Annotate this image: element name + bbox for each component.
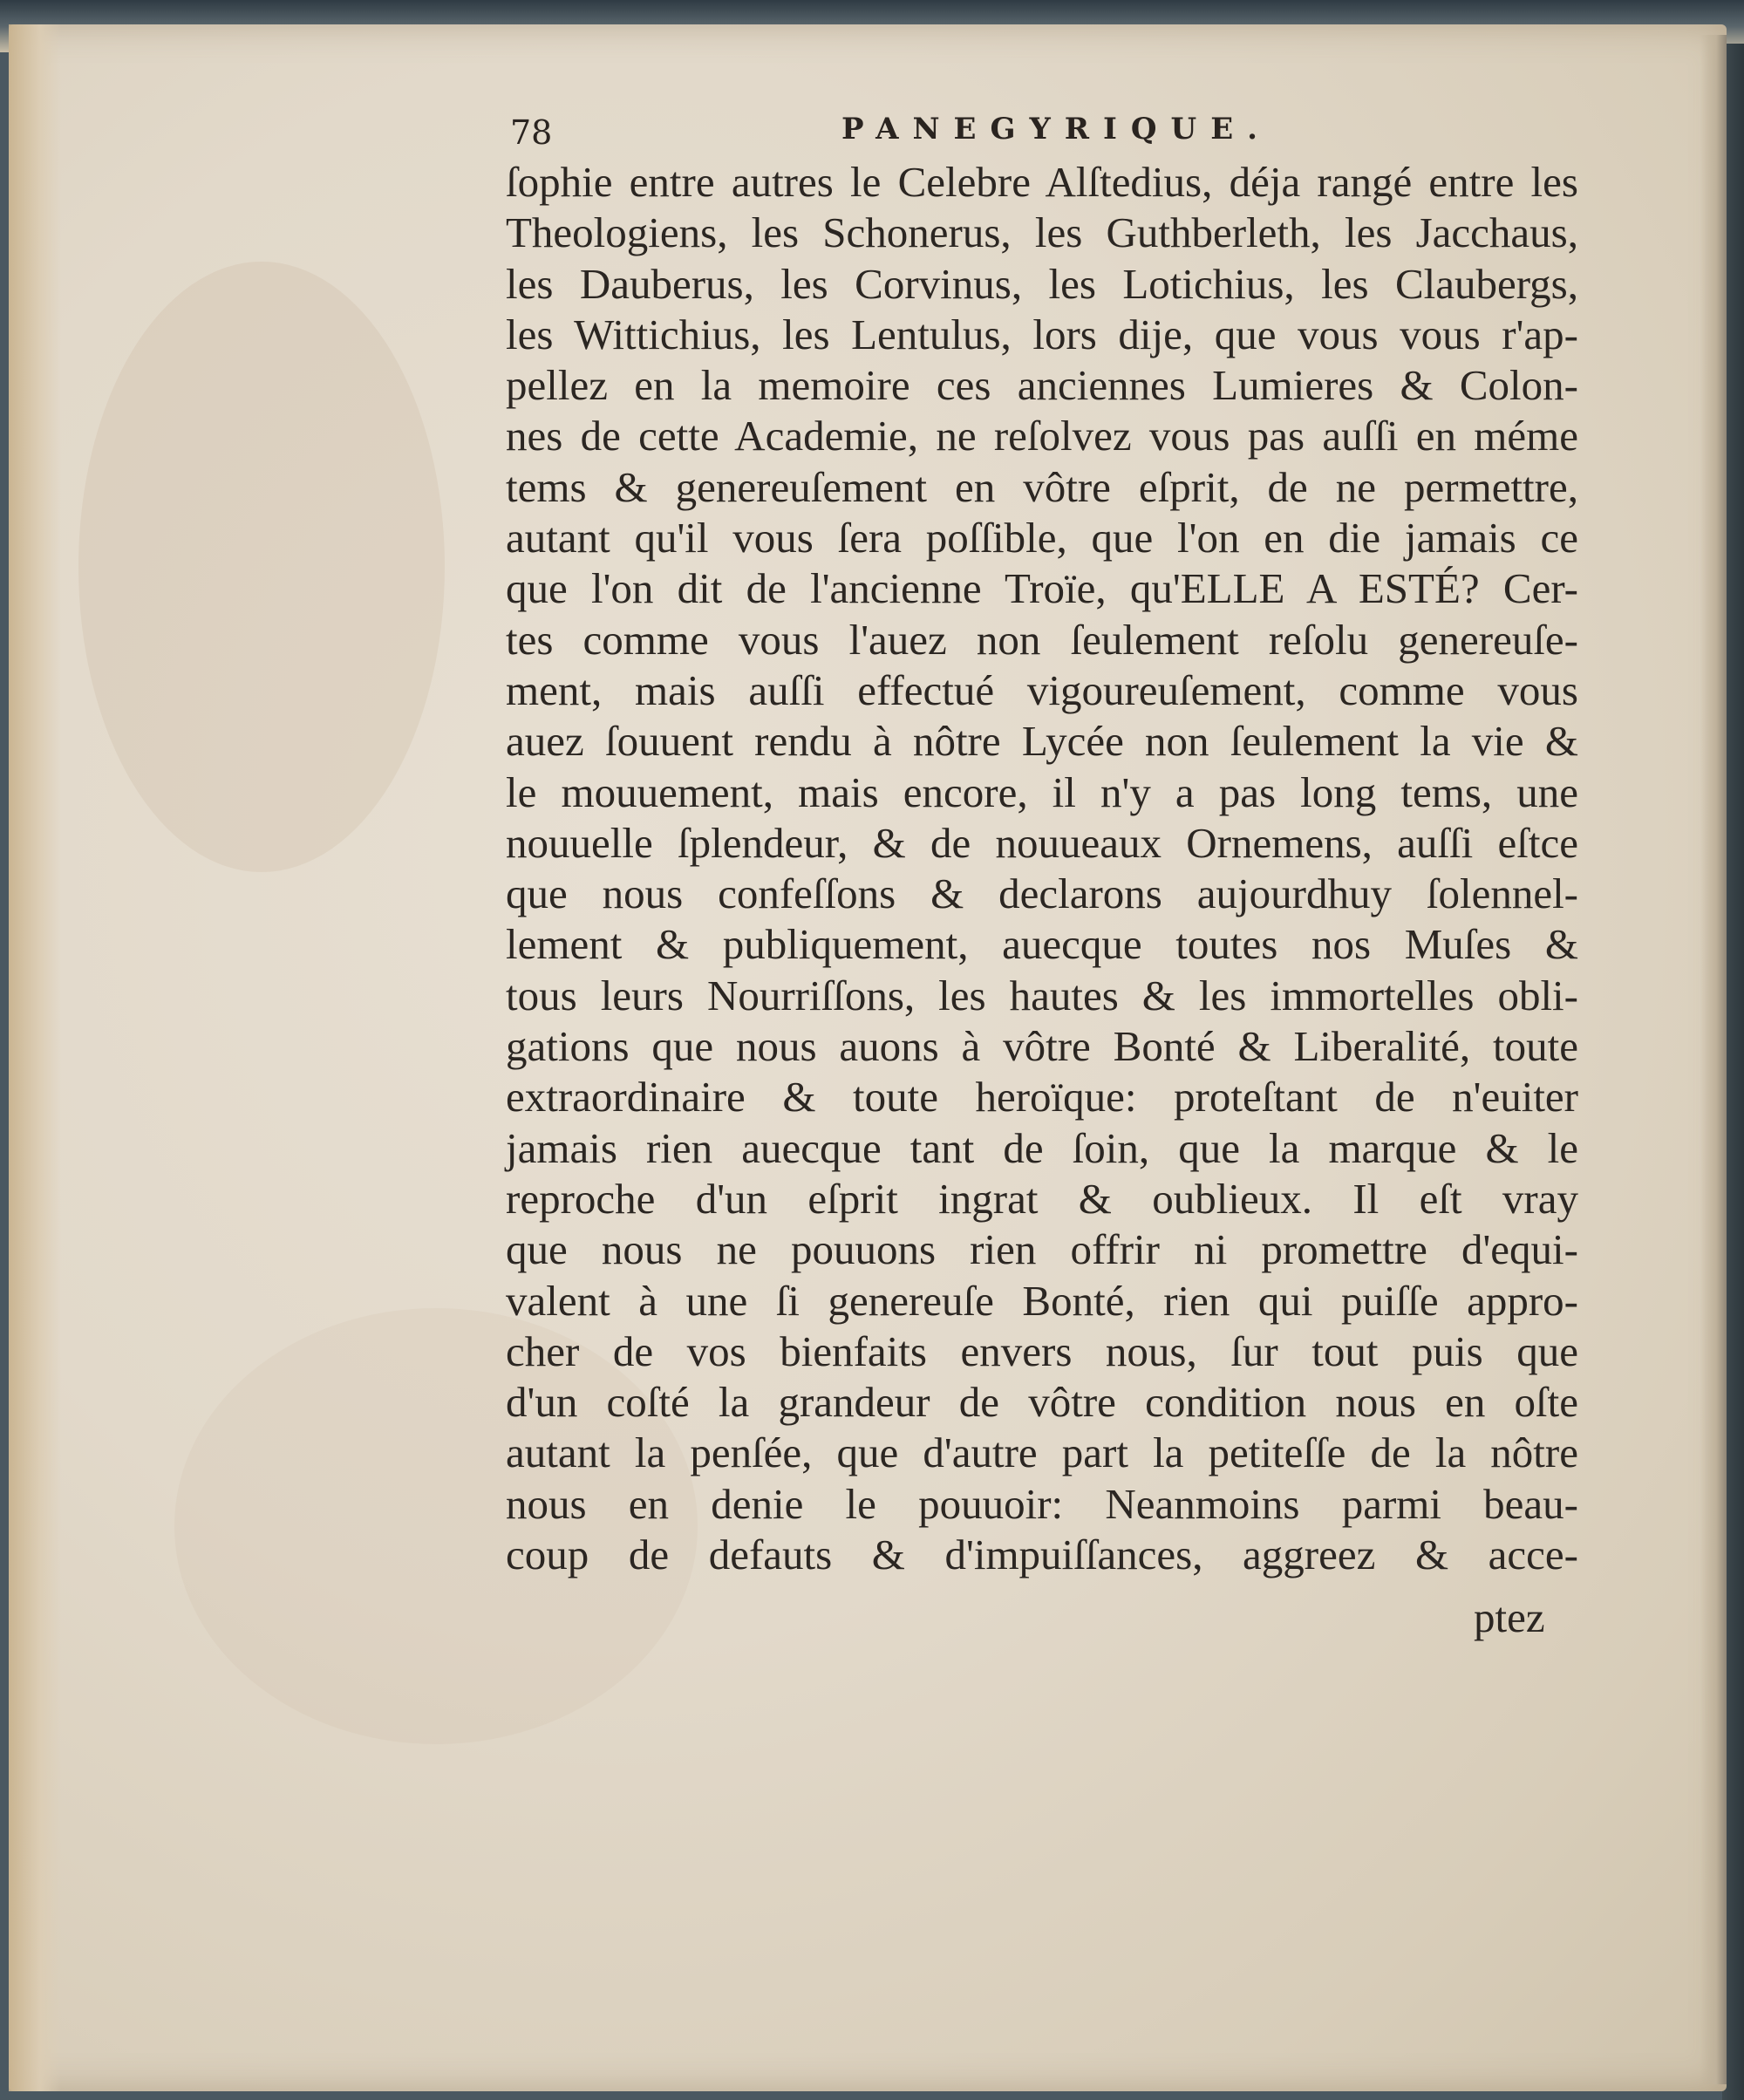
text-line: jamais rien auecque tant de ſoin, que la marque & le <box>506 1123 1578 1172</box>
running-head <box>510 112 1574 155</box>
text-line: d'un coſté la grandeur de vôtre condition nous en oſte <box>506 1378 1578 1427</box>
text-line: lement & publiquement, auecque toutes nos Muſes & <box>506 920 1578 969</box>
text-line: nouuelle ſplendeur, & de nouueaux Ornemens, auſſi eſtce <box>506 818 1578 867</box>
text-line: les Wittichius, les Lentulus, lors dije, que vous vous r'ap- <box>506 310 1578 358</box>
text-line: nous en denie le pouuoir: Neanmoins parmi beau- <box>506 1479 1578 1528</box>
text-line: Theologiens, les Schonerus, les Guthberleth, les Jacchaus, <box>506 208 1578 257</box>
text-line: autant qu'il vous ſera poſſible, que l'on en die jamais ce <box>506 514 1578 562</box>
text-line: reproche d'un eſprit ingrat & oublieux. Il eſt vray <box>506 1174 1578 1223</box>
text-line: coup de defauts & d'impuiſſances, aggreez & acce- <box>506 1531 1578 1579</box>
text-line: auez ſouuent rendu à nôtre Lycée non ſeulement la vie & <box>506 717 1578 766</box>
text-line: valent à une ſi genereuſe Bonté, rien qui puiſſe appro- <box>506 1276 1578 1325</box>
text-line: ment, mais auſſi effectué vigoureuſement, comme vous <box>506 665 1578 714</box>
text-line: tems & genereuſement en vôtre eſprit, de ne permettre, <box>506 462 1578 511</box>
running-title: PANEGYRIQUE. <box>841 112 1271 147</box>
text-line: les Dauberus, les Corvinus, les Lotichius, les Claubergs, <box>506 259 1578 308</box>
text-line: que nous confeſſons & declarons aujourdhuy ſolennel- <box>506 869 1578 918</box>
text-line: nes de cette Academie, ne reſolvez vous pas auſſi en méme <box>506 412 1578 460</box>
text-line: que nous ne pouuons rien offrir ni promettre d'equi- <box>506 1225 1578 1274</box>
text-line: le mouuement, mais encore, il n'y a pas long tems, une <box>506 767 1578 816</box>
text-line: extraordinaire & toute heroïque: proteſtant de n'euiter <box>506 1073 1578 1122</box>
text-line: pellez en la memoire ces anciennes Lumieres & Colon- <box>506 361 1578 410</box>
page-fore-edge <box>1700 35 1727 2084</box>
catchword: ptez <box>1474 1593 1545 1641</box>
page-number: 78 <box>510 113 553 152</box>
text-line: cher de vos bienfaits envers nous, ſur tout puis que <box>506 1326 1578 1375</box>
text-line: gations que nous auons à vôtre Bonté & Liberalité, toute <box>506 1022 1578 1071</box>
text-line: tous leurs Nourriſſons, les hautes & les immortelles obli- <box>506 971 1578 1019</box>
gutter-fold <box>9 24 61 2091</box>
body-text <box>506 157 1578 1580</box>
paper-stain <box>78 262 445 872</box>
text-line: tes comme vous l'auez non ſeulement reſolu genereuſe- <box>506 615 1578 664</box>
text-line: ſophie entre autres le Celebre Alſtedius, déja rangé entre les <box>506 158 1578 206</box>
text-line: autant la penſée, que d'autre part la petiteſſe de la nôtre <box>506 1428 1578 1477</box>
text-line: que l'on dit de l'ancienne Troïe, qu'ELLE A ESTÉ? Cer- <box>506 564 1578 613</box>
